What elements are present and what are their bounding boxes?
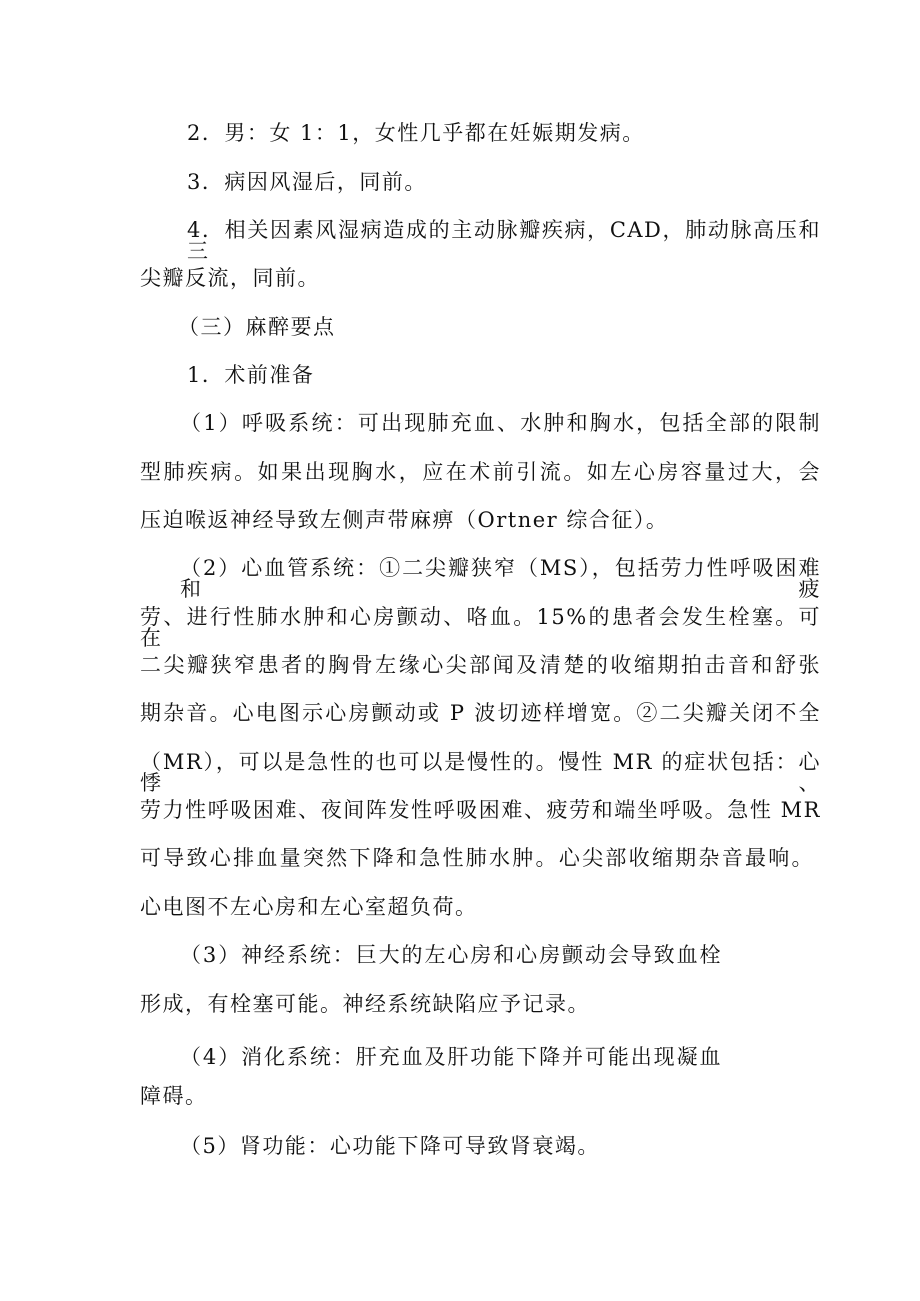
paragraph-digestive-line-1: （4）消化系统：肝充血及肝功能下降并可能出现凝血 <box>180 1045 722 1069</box>
paragraph-respiratory-line-2: 型肺疾病。如果出现胸水，应在术前引流。如左心房容量过大，会 <box>140 460 821 484</box>
paragraph-related-factors-line-1: 4．相关因素风湿病造成的主动脉瓣疾病，CAD，肺动脉高压和三 <box>187 218 821 263</box>
paragraph-respiratory-line-1: （1）呼吸系统：可出现肺充血、水肿和胸水，包括全部的限制 <box>180 411 821 435</box>
paragraph-digestive-line-2: 障碍。 <box>140 1084 208 1108</box>
paragraph-sex-ratio-line: 2．男：女 1：1，女性几乎都在妊娠期发病。 <box>187 121 645 145</box>
subheading-preop-preparation: 1．术前准备 <box>187 363 315 387</box>
paragraph-related-factors-line-2: 尖瓣反流，同前。 <box>140 266 320 290</box>
paragraph-neuro-line-1: （3）神经系统：巨大的左心房和心房颤动会导致血栓 <box>180 943 722 967</box>
paragraph-cardiovascular-line-8: 心电图不左心房和左心室超负荷。 <box>140 895 478 919</box>
section-heading-anesthesia-points: （三）麻醉要点 <box>178 315 336 339</box>
paragraph-cardiovascular-line-5: （MR），可以是急性的也可以是慢性的。慢性 MR 的症状包括：心悸、 <box>140 750 821 795</box>
paragraph-etiology-line: 3．病因风湿后，同前。 <box>187 170 427 194</box>
paragraph-cardiovascular-line-1: （2）心血管系统：①二尖瓣狭窄（MS），包括劳力性呼吸困难和疲 <box>180 556 821 601</box>
paragraph-cardiovascular-line-6: 劳力性呼吸困难、夜间阵发性呼吸困难、疲劳和端坐呼吸。急性 MR <box>140 798 821 822</box>
paragraph-cardiovascular-line-7: 可导致心排血量突然下降和急性肺水肿。心尖部收缩期杂音最响。 <box>140 846 814 870</box>
paragraph-respiratory-line-3: 压迫喉返神经导致左侧声带麻痹（Ortner 综合征）。 <box>140 508 669 532</box>
paragraph-cardiovascular-line-2: 劳、进行性肺水肿和心房颤动、咯血。15%的患者会发生栓塞。可在 <box>140 605 821 650</box>
paragraph-cardiovascular-line-3: 二尖瓣狭窄患者的胸骨左缘心尖部闻及清楚的收缩期拍击音和舒张 <box>140 653 821 677</box>
paragraph-neuro-line-2: 形成，有栓塞可能。神经系统缺陷应予记录。 <box>140 992 590 1016</box>
paragraph-renal-line: （5）肾功能：心功能下降可导致肾衰竭。 <box>180 1134 600 1158</box>
paragraph-cardiovascular-line-4: 期杂音。心电图示心房颤动或 P 波切迹样增宽。②二尖瓣关闭不全 <box>140 701 821 725</box>
